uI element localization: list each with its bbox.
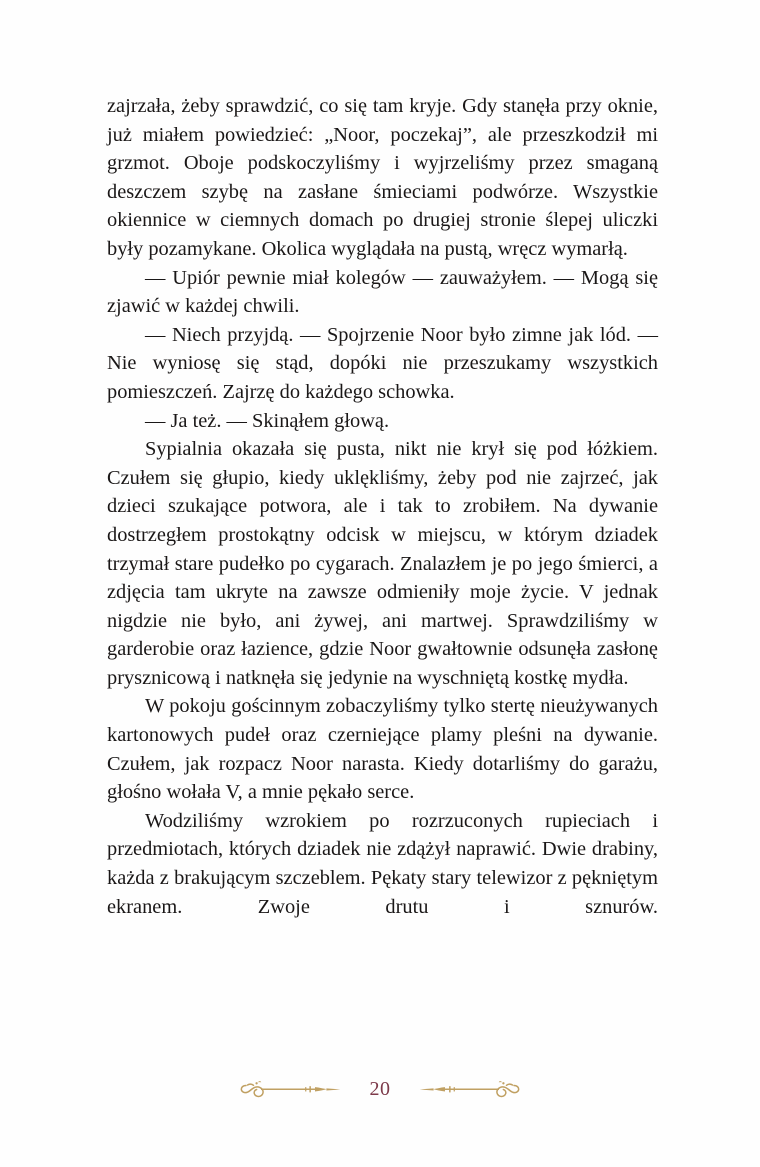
page-body-text	[107, 92, 658, 950]
flourish-arrow-ornament-right	[417, 1076, 521, 1102]
body-paragraph: — Niech przyjdą. — Spojrzenie Noor było zimne jak lód. — Nie wyniosę się stąd, dopóki nie przeszukamy wszystkich pomieszczeń. Zajrzę do każdego schowka.	[107, 323, 658, 403]
body-paragraph: Wodziliśmy wzrokiem po rozrzuconych rupieciach i przedmiotach, których dziadek nie zdążył naprawić. Dwie drabiny, każda z brakującym szczeblem. Pękaty stary telewizor z pękniętym ekranem. Zwoje drutu i sznurów.	[107, 809, 658, 918]
body-paragraph: Sypialnia okazała się pusta, nikt nie krył się pod łóżkiem. Czułem się głupio, kiedy uklękliśmy, żeby pod nie zajrzeć, jak dzieci szukające potwora, ale i tak to zrobiłem. Na dywanie dostrzegłem prostokątny odcisk w miejscu, w którym dziadek trzymał stare pudełko po cygarach. Znalazłem je po jego śmierci, a zdjęcia tam ukryte na zawsze odmieniły moje życie. V jednak nigdzie nie było, ani żywej, ani martwej. Sprawdziliśmy w garderobie oraz łazience, gdzie Noor gwałtownie odsunęła zasłonę prysznicową i natknęła się jedynie na wyschniętą kostkę mydła.	[107, 438, 658, 689]
page-footer	[0, 1076, 760, 1102]
body-paragraph: — Ja też. — Skinąłem głową.	[145, 409, 390, 432]
body-paragraph: W pokoju gościnnym zobaczyliśmy tylko stertę nieużywanych kartonowych pudeł oraz czerniejące plamy pleśni na dywanie. Czułem, jak rozpacz Noor narasta. Kiedy dotarliśmy do garażu, głośno wołała V, a mnie pękało serce.	[107, 695, 658, 804]
body-paragraph: — Upiór pewnie miał kolegów — zauważyłem. — Mogą się zjawić w każdej chwili.	[107, 266, 658, 318]
page-number: 20	[369, 1077, 391, 1100]
body-paragraph: zajrzała, żeby sprawdzić, co się tam kryje. Gdy stanęła przy oknie, już miałem powiedzieć: „Noor, poczekaj”, ale przeszkodził mi grzmot. Oboje podskoczyliśmy i wyjrzeliśmy przez smaganą deszczem szybę na zasłane śmieciami podwórze. Wszystkie okiennice w ciemnych domach po drugiej stronie ślepej uliczki były pozamykane. Okolica wyglądała na pustą, wręcz wymarłą.	[107, 95, 658, 260]
flourish-arrow-ornament-left	[239, 1076, 343, 1102]
